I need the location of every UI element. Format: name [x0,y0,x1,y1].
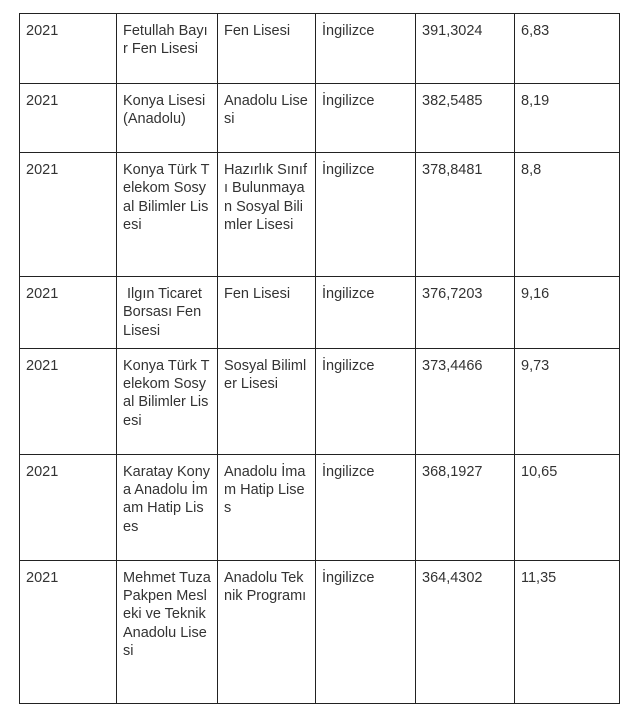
school-cell [117,153,218,277]
school-type-cell: Hazırlık Sınıfı Bulunmayan Sosyal Bilimler Lisesi [218,153,316,277]
percentile-cell: 6,83 [515,14,620,84]
percentile-cell: 10,65 [515,454,620,560]
year-cell: 2021 [20,348,117,454]
school-type-cell: Sosyal Bilimler Lisesi [218,348,316,454]
score-cell: 364,4302 [416,560,515,703]
year-cell: 2021 [20,560,117,703]
percentile-cell: 8,19 [515,84,620,153]
school-cell [117,14,218,84]
school-type-cell: Fen Lisesi [218,14,316,84]
percentile-cell: 9,73 [515,348,620,454]
school-name: Karatay Konya Anadolu İmam Hatip Lises [123,463,211,535]
school-cell [117,84,218,153]
school-type-cell: Anadolu Teknik Programı [218,560,316,703]
score-cell: 368,1927 [416,454,515,560]
school-cell [117,348,218,454]
school-name: Fetullah Bayır Fen Lisesi [123,23,208,58]
score-cell: 376,7203 [416,277,515,349]
school-cell [117,277,218,349]
school-type-cell: Fen Lisesi [218,277,316,349]
year-cell: 2021 [20,14,117,84]
score-cell: 378,8481 [416,153,515,277]
school-name: Konya Türk Telekom Sosyal Bilimler Lisesi [123,357,210,429]
table-row [20,348,620,454]
year-cell: 2021 [20,454,117,560]
language-cell: İngilizce [316,454,416,560]
score-cell: 373,4466 [416,348,515,454]
table-row [20,84,620,153]
school-name: Konya Türk Telekom Sosyal Bilimler Lisesi [123,162,210,233]
language-cell: İngilizce [316,153,416,277]
language-cell: İngilizce [316,560,416,703]
language-cell: İngilizce [316,277,416,349]
school-table [19,13,620,704]
table-row [20,560,620,703]
school-name: Konya Lisesi(Anadolu) [123,93,206,128]
table-row [20,454,620,560]
score-cell: 382,5485 [416,84,515,153]
school-name: Ilgın Ticaret Borsası Fen Lisesi [123,286,202,339]
percentile-cell: 9,16 [515,277,620,349]
year-cell: 2021 [20,84,117,153]
year-cell: 2021 [20,153,117,277]
table-row [20,277,620,349]
school-cell [117,454,218,560]
school-name: Mehmet Tuza Pakpen Mesleki ve Teknik Anadolu Lisesi [123,569,211,660]
table-row [20,153,620,277]
language-cell: İngilizce [316,14,416,84]
language-cell: İngilizce [316,84,416,153]
school-cell [117,560,218,703]
score-cell: 391,3024 [416,14,515,84]
table-row [20,14,620,84]
percentile-cell: 11,35 [515,560,620,703]
language-cell: İngilizce [316,348,416,454]
percentile-cell: 8,8 [515,153,620,277]
school-type-cell: Anadolu Lisesi [218,84,316,153]
year-cell: 2021 [20,277,117,349]
school-type-cell: Anadolu İmam Hatip Lises [218,454,316,560]
